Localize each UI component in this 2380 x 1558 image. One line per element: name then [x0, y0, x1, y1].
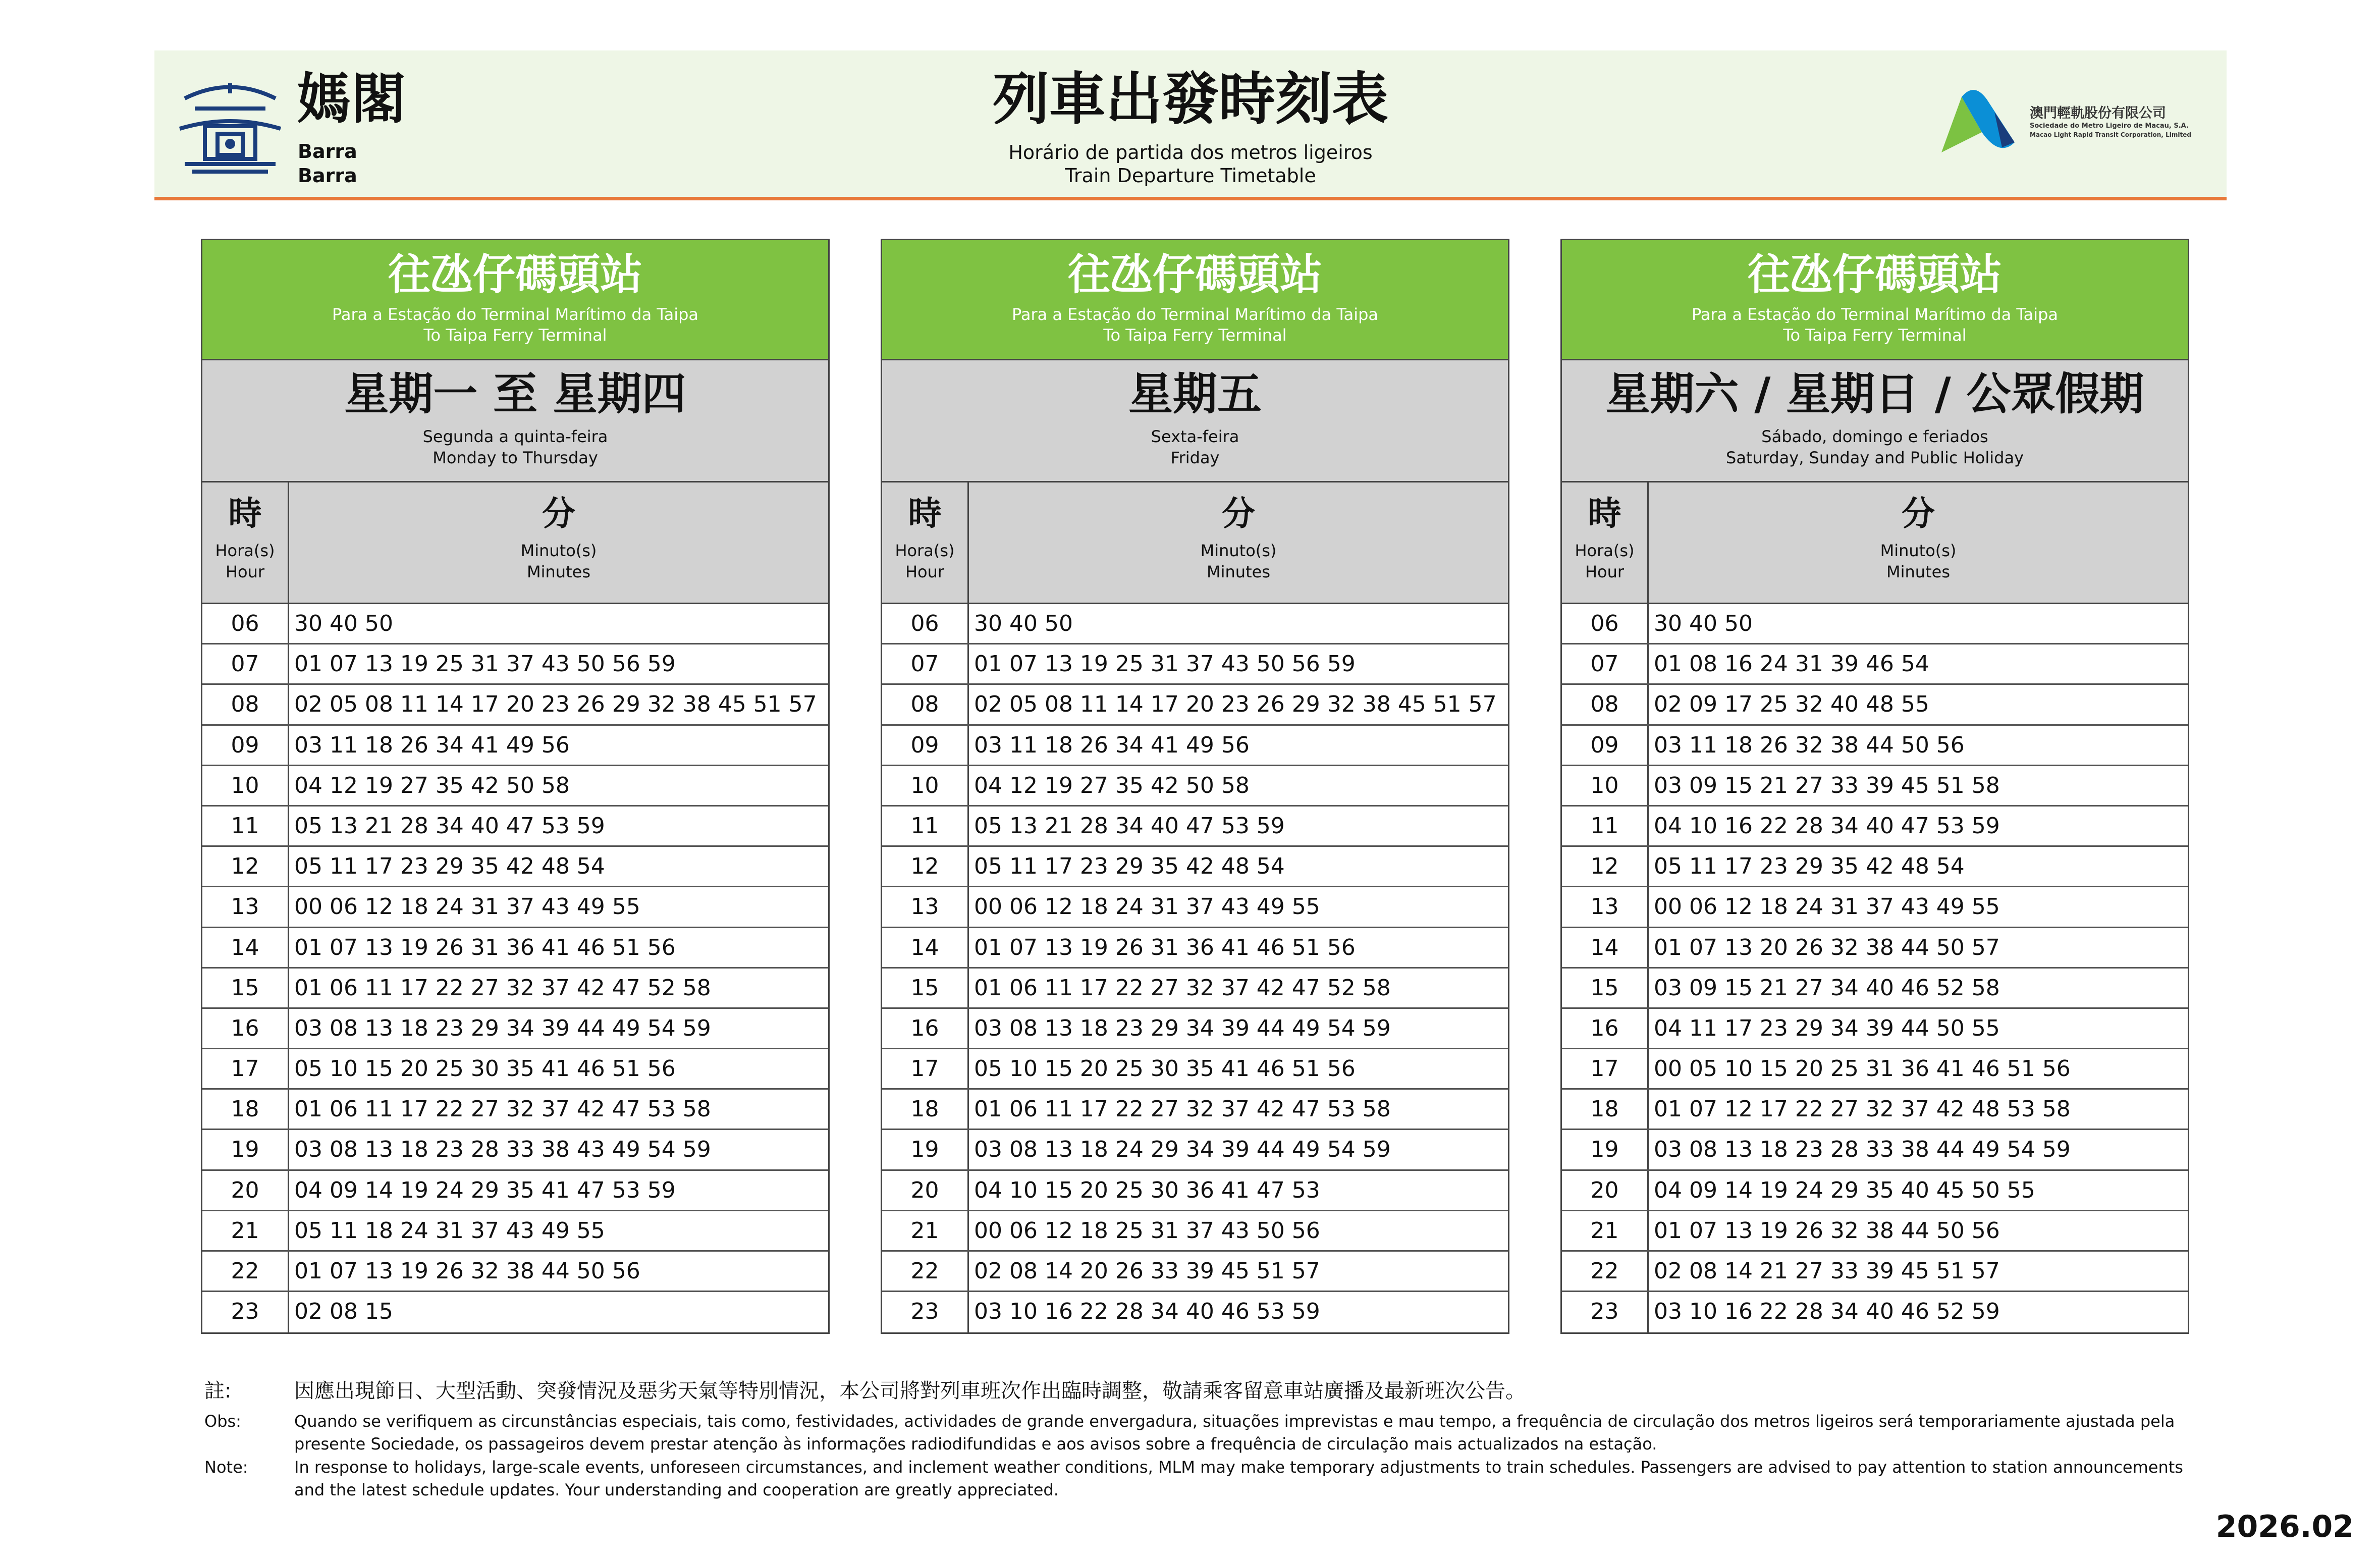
company-name-zh: 澳門輕軌股份有限公司 [2030, 105, 2166, 121]
hour-cell: 06 [882, 604, 969, 643]
minutes-cell: 03 09 15 21 27 33 39 45 51 58 [1654, 772, 2000, 798]
hour-cell: 17 [202, 1049, 289, 1088]
table-row [882, 847, 1508, 887]
table-row [1562, 1292, 2188, 1332]
minutes-cell: 04 09 14 19 24 29 35 41 47 53 59 [294, 1177, 676, 1203]
table-row [202, 969, 828, 1009]
minutes-cell: 01 06 11 17 22 27 32 37 42 47 52 58 [294, 975, 711, 1001]
service-days-zh: 星期五 [1128, 368, 1262, 420]
table-row [202, 847, 828, 887]
hour-cell: 17 [882, 1049, 969, 1088]
table-row [1562, 1171, 2188, 1211]
hour-header-pt: Hora(s) [895, 541, 955, 561]
minutes-cell: 01 07 13 20 26 32 38 44 50 57 [1654, 934, 2000, 960]
table-row [202, 604, 828, 644]
destination-en: To Taipa Ferry Terminal [423, 326, 607, 345]
destination-header [202, 240, 828, 360]
column-header-row [1562, 482, 2188, 604]
minute-header-zh: 分 [1222, 494, 1255, 533]
version-date: 2026.02 [2215, 1509, 2354, 1544]
table-row [202, 1171, 828, 1211]
schedule-rows [882, 604, 1508, 1332]
minutes-cell: 05 13 21 28 34 40 47 53 59 [294, 813, 605, 839]
minutes-cell: 01 07 13 19 25 31 37 43 50 56 59 [294, 651, 676, 677]
service-days-pt: Sexta-feira [1151, 427, 1239, 447]
minutes-cell: 30 40 50 [294, 611, 393, 636]
hour-cell: 16 [1562, 1009, 1649, 1048]
table-row [882, 726, 1508, 766]
hour-cell: 10 [202, 766, 289, 805]
station-name-en: Barra [298, 165, 357, 187]
hour-cell: 18 [1562, 1090, 1649, 1129]
minutes-cell: 03 08 13 18 23 28 33 38 43 49 54 59 [294, 1137, 711, 1163]
service-days-zh: 星期一 至 星期四 [344, 368, 686, 420]
table-row [1562, 969, 2188, 1009]
note-text-en: In response to holidays, large-scale events, unforeseen circumstances, and inclement weather conditions, MLM may make temporary adjustments to train schedules. Passengers are advised to pay attention to station announcements and the latest schedule updates. Your understanding and cooperation are greatly appreciated. [294, 1457, 2183, 1500]
company-name-en: Macao Light Rapid Transit Corporation, Limited [2030, 131, 2191, 138]
hour-cell: 15 [1562, 969, 1649, 1007]
table-row [882, 644, 1508, 685]
table-row [1562, 644, 2188, 685]
minute-header-zh: 分 [542, 494, 575, 533]
hour-column-header [1562, 482, 1649, 603]
hour-cell: 19 [202, 1130, 289, 1169]
minutes-cell: 02 08 14 21 27 33 39 45 51 57 [1654, 1258, 2000, 1284]
table-row [202, 644, 828, 685]
hour-header-zh: 時 [228, 494, 262, 533]
hour-column-header [202, 482, 289, 603]
destination-en: To Taipa Ferry Terminal [1103, 326, 1287, 345]
table-row [1562, 1252, 2188, 1292]
table-row [1562, 1049, 2188, 1090]
minutes-cell: 03 11 18 26 34 41 49 56 [974, 732, 1250, 758]
hour-cell: 08 [1562, 685, 1649, 724]
table-row [882, 766, 1508, 807]
table-row [202, 887, 828, 928]
hour-header-en: Hour [225, 562, 265, 581]
table-row [1562, 1211, 2188, 1252]
note-label-pt: Obs: [204, 1412, 241, 1431]
hour-cell: 15 [202, 969, 289, 1007]
hour-cell: 11 [1562, 807, 1649, 845]
hour-cell: 14 [202, 928, 289, 967]
minutes-cell: 01 07 13 19 26 31 36 41 46 51 56 [974, 934, 1356, 960]
minutes-cell: 01 06 11 17 22 27 32 37 42 47 53 58 [974, 1096, 1391, 1122]
hour-header-pt: Hora(s) [1575, 541, 1635, 561]
hour-cell: 09 [882, 726, 969, 765]
minute-header-en: Minutes [1886, 562, 1950, 581]
hour-cell: 18 [202, 1090, 289, 1129]
hour-cell: 20 [202, 1171, 289, 1210]
destination-zh: 往氹仔碼頭站 [1747, 250, 2002, 299]
destination-zh: 往氹仔碼頭站 [1067, 250, 1322, 299]
minutes-cell: 05 11 18 24 31 37 43 49 55 [294, 1217, 605, 1244]
table-row [202, 726, 828, 766]
minute-column-header [1649, 482, 2188, 603]
header-banner [154, 50, 2227, 200]
timetable-weekend-holiday [1560, 239, 2189, 1334]
table-row [1562, 1090, 2188, 1130]
hour-column-header [882, 482, 969, 603]
minutes-cell: 01 07 13 19 25 31 37 43 50 56 59 [974, 651, 1356, 677]
minutes-cell: 05 10 15 20 25 30 35 41 46 51 56 [974, 1056, 1356, 1082]
minutes-cell: 00 05 10 15 20 25 31 36 41 46 51 56 [1654, 1056, 2071, 1082]
note-text-zh: 因應出現節日、大型活動、突發情況及惡劣天氣等特別情況，本公司將對列車班次作出臨時調整，敬請乘客留意車站廣播及最新班次公告。 [294, 1379, 1526, 1403]
minute-column-header [969, 482, 1508, 603]
hour-cell: 07 [1562, 644, 1649, 683]
minutes-cell: 01 06 11 17 22 27 32 37 42 47 53 58 [294, 1096, 711, 1122]
minutes-cell: 02 05 08 11 14 17 20 23 26 29 32 38 45 51 57 [294, 691, 817, 718]
table-row [202, 766, 828, 807]
note-en [204, 1456, 2198, 1502]
hour-cell: 21 [202, 1211, 289, 1250]
minutes-cell: 01 07 13 19 26 32 38 44 50 56 [294, 1258, 640, 1284]
column-header-row [882, 482, 1508, 604]
service-days-en: Saturday, Sunday and Public Holiday [1726, 448, 2024, 467]
minutes-cell: 05 10 15 20 25 30 35 41 46 51 56 [294, 1056, 676, 1082]
destination-pt: Para a Estação do Terminal Marítimo da Taipa [332, 304, 699, 324]
minutes-cell: 01 06 11 17 22 27 32 37 42 47 52 58 [974, 975, 1391, 1001]
table-row [882, 1049, 1508, 1090]
table-row [1562, 887, 2188, 928]
station-name-zh: 媽閣 [297, 68, 406, 131]
hour-cell: 06 [1562, 604, 1649, 643]
minutes-cell: 03 10 16 22 28 34 40 46 52 59 [1654, 1299, 2000, 1325]
timetable-friday [881, 239, 1509, 1334]
destination-pt: Para a Estação do Terminal Marítimo da Taipa [1011, 304, 1379, 324]
minutes-cell: 03 08 13 18 23 29 34 39 44 49 54 59 [294, 1015, 711, 1041]
minutes-cell: 04 11 17 23 29 34 39 44 50 55 [1654, 1015, 2000, 1041]
minutes-cell: 30 40 50 [974, 611, 1073, 636]
minutes-cell: 05 13 21 28 34 40 47 53 59 [974, 813, 1285, 839]
hour-cell: 17 [1562, 1049, 1649, 1088]
schedule-rows [202, 604, 828, 1332]
service-days-header [882, 360, 1508, 482]
minutes-cell: 01 07 13 19 26 31 36 41 46 51 56 [294, 934, 676, 960]
hour-cell: 22 [882, 1252, 969, 1291]
table-row [882, 807, 1508, 847]
minute-header-en: Minutes [527, 562, 590, 581]
hour-cell: 23 [1562, 1292, 1649, 1332]
hour-cell: 12 [882, 847, 969, 886]
service-days-en: Friday [1170, 448, 1220, 467]
hour-cell: 18 [882, 1090, 969, 1129]
minutes-cell: 30 40 50 [1654, 611, 1753, 636]
destination-zh: 往氹仔碼頭站 [388, 250, 642, 299]
table-row [1562, 847, 2188, 887]
hour-cell: 21 [882, 1211, 969, 1250]
schedule-rows [1562, 604, 2188, 1332]
hour-cell: 10 [882, 766, 969, 805]
minute-header-en: Minutes [1207, 562, 1270, 581]
table-row [202, 685, 828, 725]
minutes-cell: 01 07 12 17 22 27 32 37 42 48 53 58 [1654, 1096, 2071, 1122]
minutes-cell: 05 11 17 23 29 35 42 48 54 [294, 853, 605, 880]
table-row [882, 969, 1508, 1009]
minutes-cell: 05 11 17 23 29 35 42 48 54 [974, 853, 1285, 880]
hour-cell: 13 [1562, 887, 1649, 926]
minutes-cell: 04 10 15 20 25 30 36 41 47 53 [974, 1177, 1320, 1203]
table-row [882, 1009, 1508, 1049]
table-row [202, 807, 828, 847]
station-name-pt: Barra [298, 140, 357, 163]
minute-column-header [289, 482, 828, 603]
table-row [882, 1090, 1508, 1130]
minutes-cell: 03 11 18 26 32 38 44 50 56 [1654, 732, 1965, 758]
table-row [1562, 807, 2188, 847]
hour-cell: 11 [202, 807, 289, 845]
minute-header-pt: Minuto(s) [1200, 541, 1277, 561]
table-row [202, 1252, 828, 1292]
hour-cell: 13 [202, 887, 289, 926]
table-row [1562, 1009, 2188, 1049]
hour-cell: 08 [202, 685, 289, 724]
hour-cell: 19 [882, 1130, 969, 1169]
column-header-row [202, 482, 828, 604]
hour-cell: 14 [882, 928, 969, 967]
table-row [1562, 766, 2188, 807]
destination-header [1562, 240, 2188, 360]
minutes-cell: 00 06 12 18 25 31 37 43 50 56 [974, 1217, 1320, 1244]
table-row [202, 1292, 828, 1332]
minutes-cell: 04 09 14 19 24 29 35 40 45 50 55 [1654, 1177, 2035, 1203]
hour-cell: 13 [882, 887, 969, 926]
hour-cell: 11 [882, 807, 969, 845]
minute-header-zh: 分 [1902, 494, 1935, 533]
service-days-pt: Segunda a quinta-feira [422, 427, 608, 447]
minutes-cell: 03 08 13 18 23 29 34 39 44 49 54 59 [974, 1015, 1391, 1041]
table-row [1562, 726, 2188, 766]
hour-cell: 07 [882, 644, 969, 683]
minutes-cell: 02 09 17 25 32 40 48 55 [1654, 691, 1929, 718]
hour-header-en: Hour [1585, 562, 1625, 581]
minutes-cell: 05 11 17 23 29 35 42 48 54 [1654, 853, 1965, 880]
hour-cell: 07 [202, 644, 289, 683]
hour-cell: 16 [202, 1009, 289, 1048]
minutes-cell: 01 07 13 19 26 32 38 44 50 56 [1654, 1217, 2000, 1244]
hour-cell: 09 [1562, 726, 1649, 765]
hour-cell: 19 [1562, 1130, 1649, 1169]
destination-en: To Taipa Ferry Terminal [1783, 326, 1967, 345]
timetable-monday-thursday [201, 239, 830, 1334]
mlm-company-logo [1939, 82, 2201, 157]
minutes-cell: 01 08 16 24 31 39 46 54 [1654, 651, 1929, 677]
table-row [202, 1130, 828, 1170]
minutes-cell: 00 06 12 18 24 31 37 43 49 55 [974, 894, 1320, 920]
hour-cell: 09 [202, 726, 289, 765]
hour-cell: 10 [1562, 766, 1649, 805]
minutes-cell: 00 06 12 18 24 31 37 43 49 55 [1654, 894, 2000, 920]
hour-cell: 12 [202, 847, 289, 886]
company-name-pt: Sociedade do Metro Ligeiro de Macau, S.A. [2030, 122, 2189, 130]
minutes-cell: 04 10 16 22 28 34 40 47 53 59 [1654, 813, 2000, 839]
table-row [1562, 604, 2188, 644]
note-text-pt: Quando se verifiquem as circunstâncias especiais, tais como, festividades, actividades de grande envergadura, situações imprevistas e mau tempo, a frequência de circulação dos metros ligeiros será temporariamente ajustada pela presente Sociedade, os passageiros devem prestar atenção às informações radiodifundidas e aos avisos sobre a frequência de circulação mais actualizados na estação. [294, 1412, 2175, 1454]
minutes-cell: 03 11 18 26 34 41 49 56 [294, 732, 570, 758]
destination-header [882, 240, 1508, 360]
minutes-cell: 04 12 19 27 35 42 50 58 [294, 772, 570, 798]
note-label-zh: 註: [204, 1379, 232, 1403]
hour-header-zh: 時 [908, 494, 942, 533]
page-subtitle-en: Train Departure Timetable [1065, 165, 1316, 187]
service-days-header [1562, 360, 2188, 482]
table-row [202, 928, 828, 969]
table-row [202, 1049, 828, 1090]
hour-cell: 06 [202, 604, 289, 643]
hour-cell: 20 [882, 1171, 969, 1210]
note-pt [204, 1410, 2198, 1456]
hour-cell: 15 [882, 969, 969, 1007]
table-row [882, 604, 1508, 644]
minutes-cell: 02 05 08 11 14 17 20 23 26 29 32 38 45 51 57 [974, 691, 1497, 718]
hour-cell: 23 [882, 1292, 969, 1332]
hour-cell: 21 [1562, 1211, 1649, 1250]
hour-cell: 12 [1562, 847, 1649, 886]
table-row [882, 1252, 1508, 1292]
hour-cell: 20 [1562, 1171, 1649, 1210]
table-row [882, 1292, 1508, 1332]
table-row [882, 1211, 1508, 1252]
note-zh [204, 1378, 2198, 1404]
hour-cell: 22 [1562, 1252, 1649, 1291]
hour-header-zh: 時 [1588, 494, 1621, 533]
minutes-cell: 03 08 13 18 23 28 33 38 44 49 54 59 [1654, 1137, 2071, 1163]
table-row [202, 1211, 828, 1252]
mlm-logo-icon [1939, 82, 2025, 157]
notes-section [204, 1378, 2198, 1502]
hour-cell: 14 [1562, 928, 1649, 967]
page-title: 列車出發時刻表 [993, 67, 1388, 132]
hour-header-en: Hour [905, 562, 945, 581]
table-row [202, 1009, 828, 1049]
minutes-cell: 03 09 15 21 27 34 40 46 52 58 [1654, 975, 2000, 1001]
minutes-cell: 03 08 13 18 24 29 34 39 44 49 54 59 [974, 1137, 1391, 1163]
service-days-zh: 星期六 / 星期日 / 公眾假期 [1605, 368, 2144, 420]
table-row [882, 685, 1508, 725]
table-row [1562, 1130, 2188, 1170]
minutes-cell: 00 06 12 18 24 31 37 43 49 55 [294, 894, 640, 920]
minutes-cell: 03 10 16 22 28 34 40 46 53 59 [974, 1299, 1320, 1325]
service-days-header [202, 360, 828, 482]
table-row [1562, 685, 2188, 725]
minute-header-pt: Minuto(s) [1880, 541, 1957, 561]
hour-cell: 08 [882, 685, 969, 724]
table-row [882, 1130, 1508, 1170]
hour-cell: 16 [882, 1009, 969, 1048]
minutes-cell: 02 08 15 [294, 1299, 393, 1325]
minutes-cell: 04 12 19 27 35 42 50 58 [974, 772, 1250, 798]
hour-cell: 23 [202, 1292, 289, 1332]
table-row [882, 1171, 1508, 1211]
table-row [882, 928, 1508, 969]
service-days-pt: Sábado, domingo e feriados [1761, 427, 1988, 447]
hour-header-pt: Hora(s) [215, 541, 275, 561]
table-row [1562, 928, 2188, 969]
table-row [882, 887, 1508, 928]
destination-pt: Para a Estação do Terminal Marítimo da Taipa [1691, 304, 2059, 324]
page-subtitle-pt: Horário de partida dos metros ligeiros [1008, 141, 1373, 164]
note-label-en: Note: [204, 1457, 248, 1477]
hour-cell: 22 [202, 1252, 289, 1291]
minutes-cell: 02 08 14 20 26 33 39 45 51 57 [974, 1258, 1320, 1284]
table-row [202, 1090, 828, 1130]
minute-header-pt: Minuto(s) [520, 541, 597, 561]
service-days-en: Monday to Thursday [432, 448, 598, 467]
